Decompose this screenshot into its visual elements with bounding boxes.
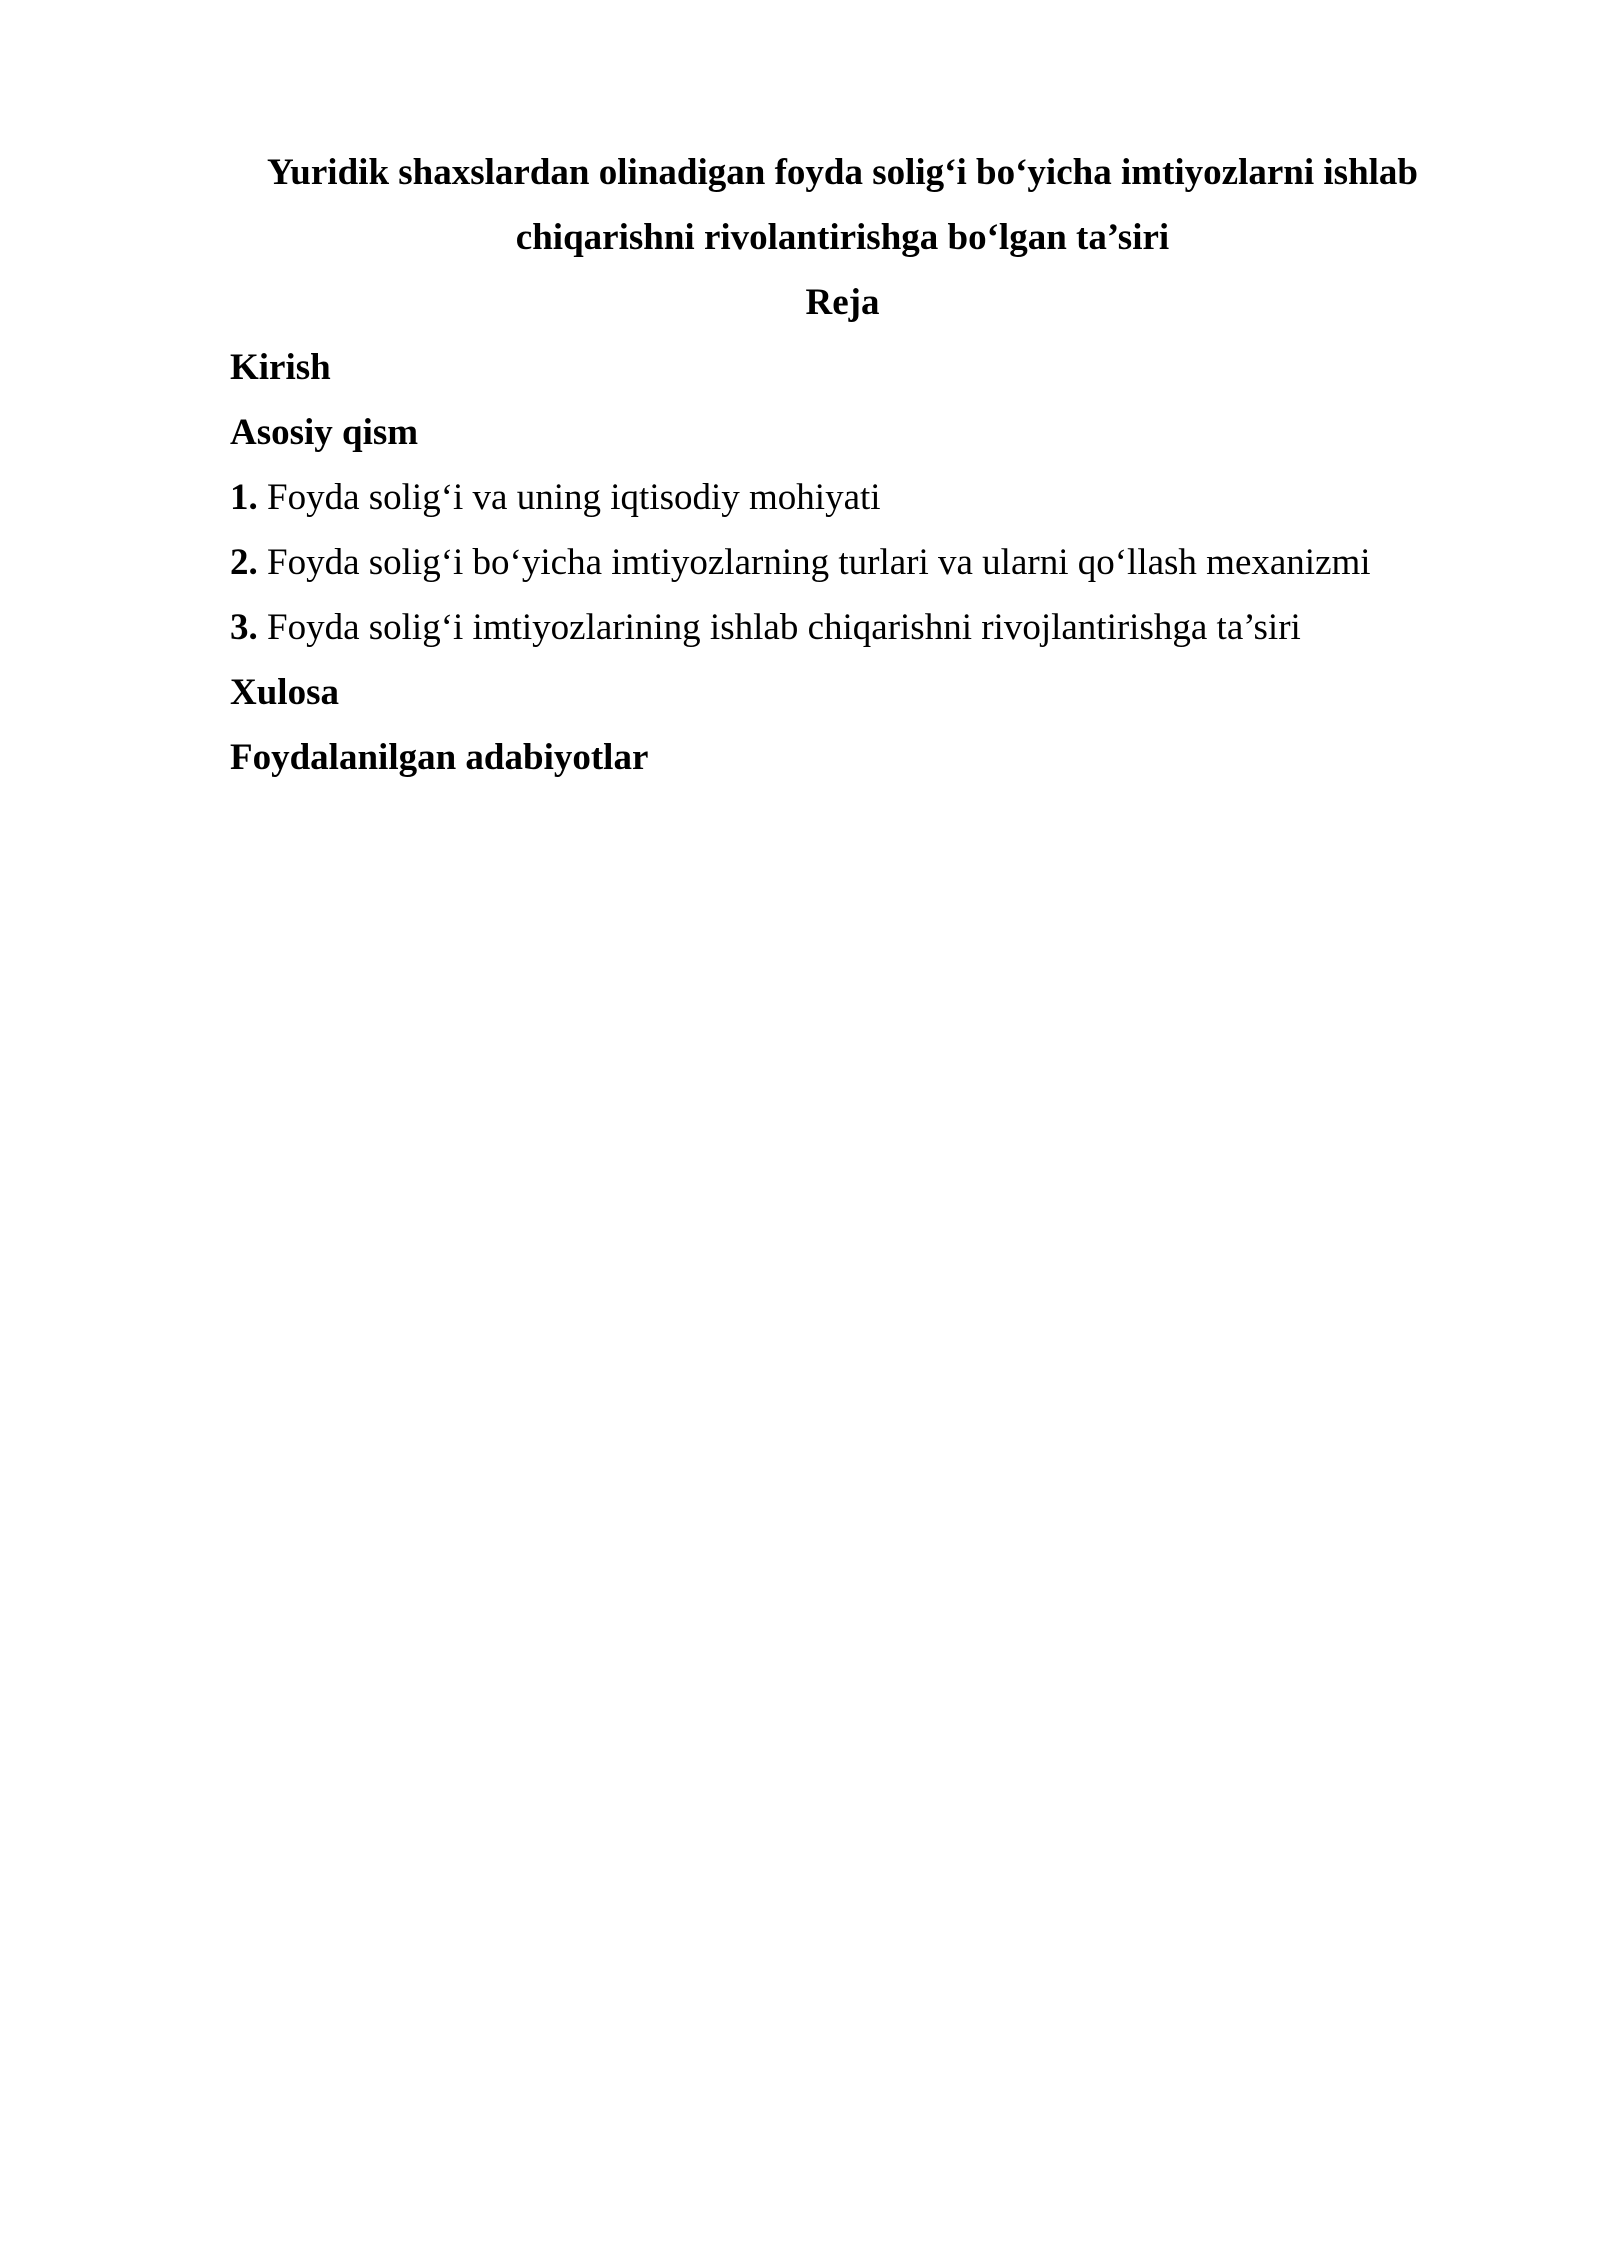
plan-item-text: Foyda solig‘i bo‘yicha imtiyozlarning turlari va ularni qo‘llash mexanizmi (257, 542, 1371, 583)
plan-item-number: 3. (230, 607, 258, 648)
plan-item-number: 2. (230, 542, 258, 583)
plan-item-number: 1. (230, 477, 258, 518)
section-conclusion: Xulosa (230, 672, 339, 713)
plan-item-text: Foyda solig‘i imtiyozlarining ishlab chiqarishni rivojlantirishga ta’siri (257, 607, 1301, 648)
title-line-1: Yuridik shaxslardan olinadigan foyda solig‘i bo‘yicha imtiyozlarni ishlab (266, 152, 1419, 193)
document-title (230, 140, 1455, 270)
document-content (230, 140, 1455, 790)
plan-item-1 (230, 465, 1455, 530)
title-line-2: chiqarishni rivolantirishga bo‘lgan ta’siri (515, 217, 1170, 258)
section-main-part: Asosiy qism (230, 412, 419, 453)
section-introduction: Kirish (230, 347, 331, 388)
section-references: Foydalanilgan adabiyotlar (230, 737, 649, 778)
plan-heading: Reja (805, 282, 880, 323)
plan-item-2 (230, 530, 1455, 595)
plan-item-text: Foyda solig‘i va uning iqtisodiy mohiyati (257, 477, 881, 518)
plan-item-3 (230, 595, 1455, 660)
